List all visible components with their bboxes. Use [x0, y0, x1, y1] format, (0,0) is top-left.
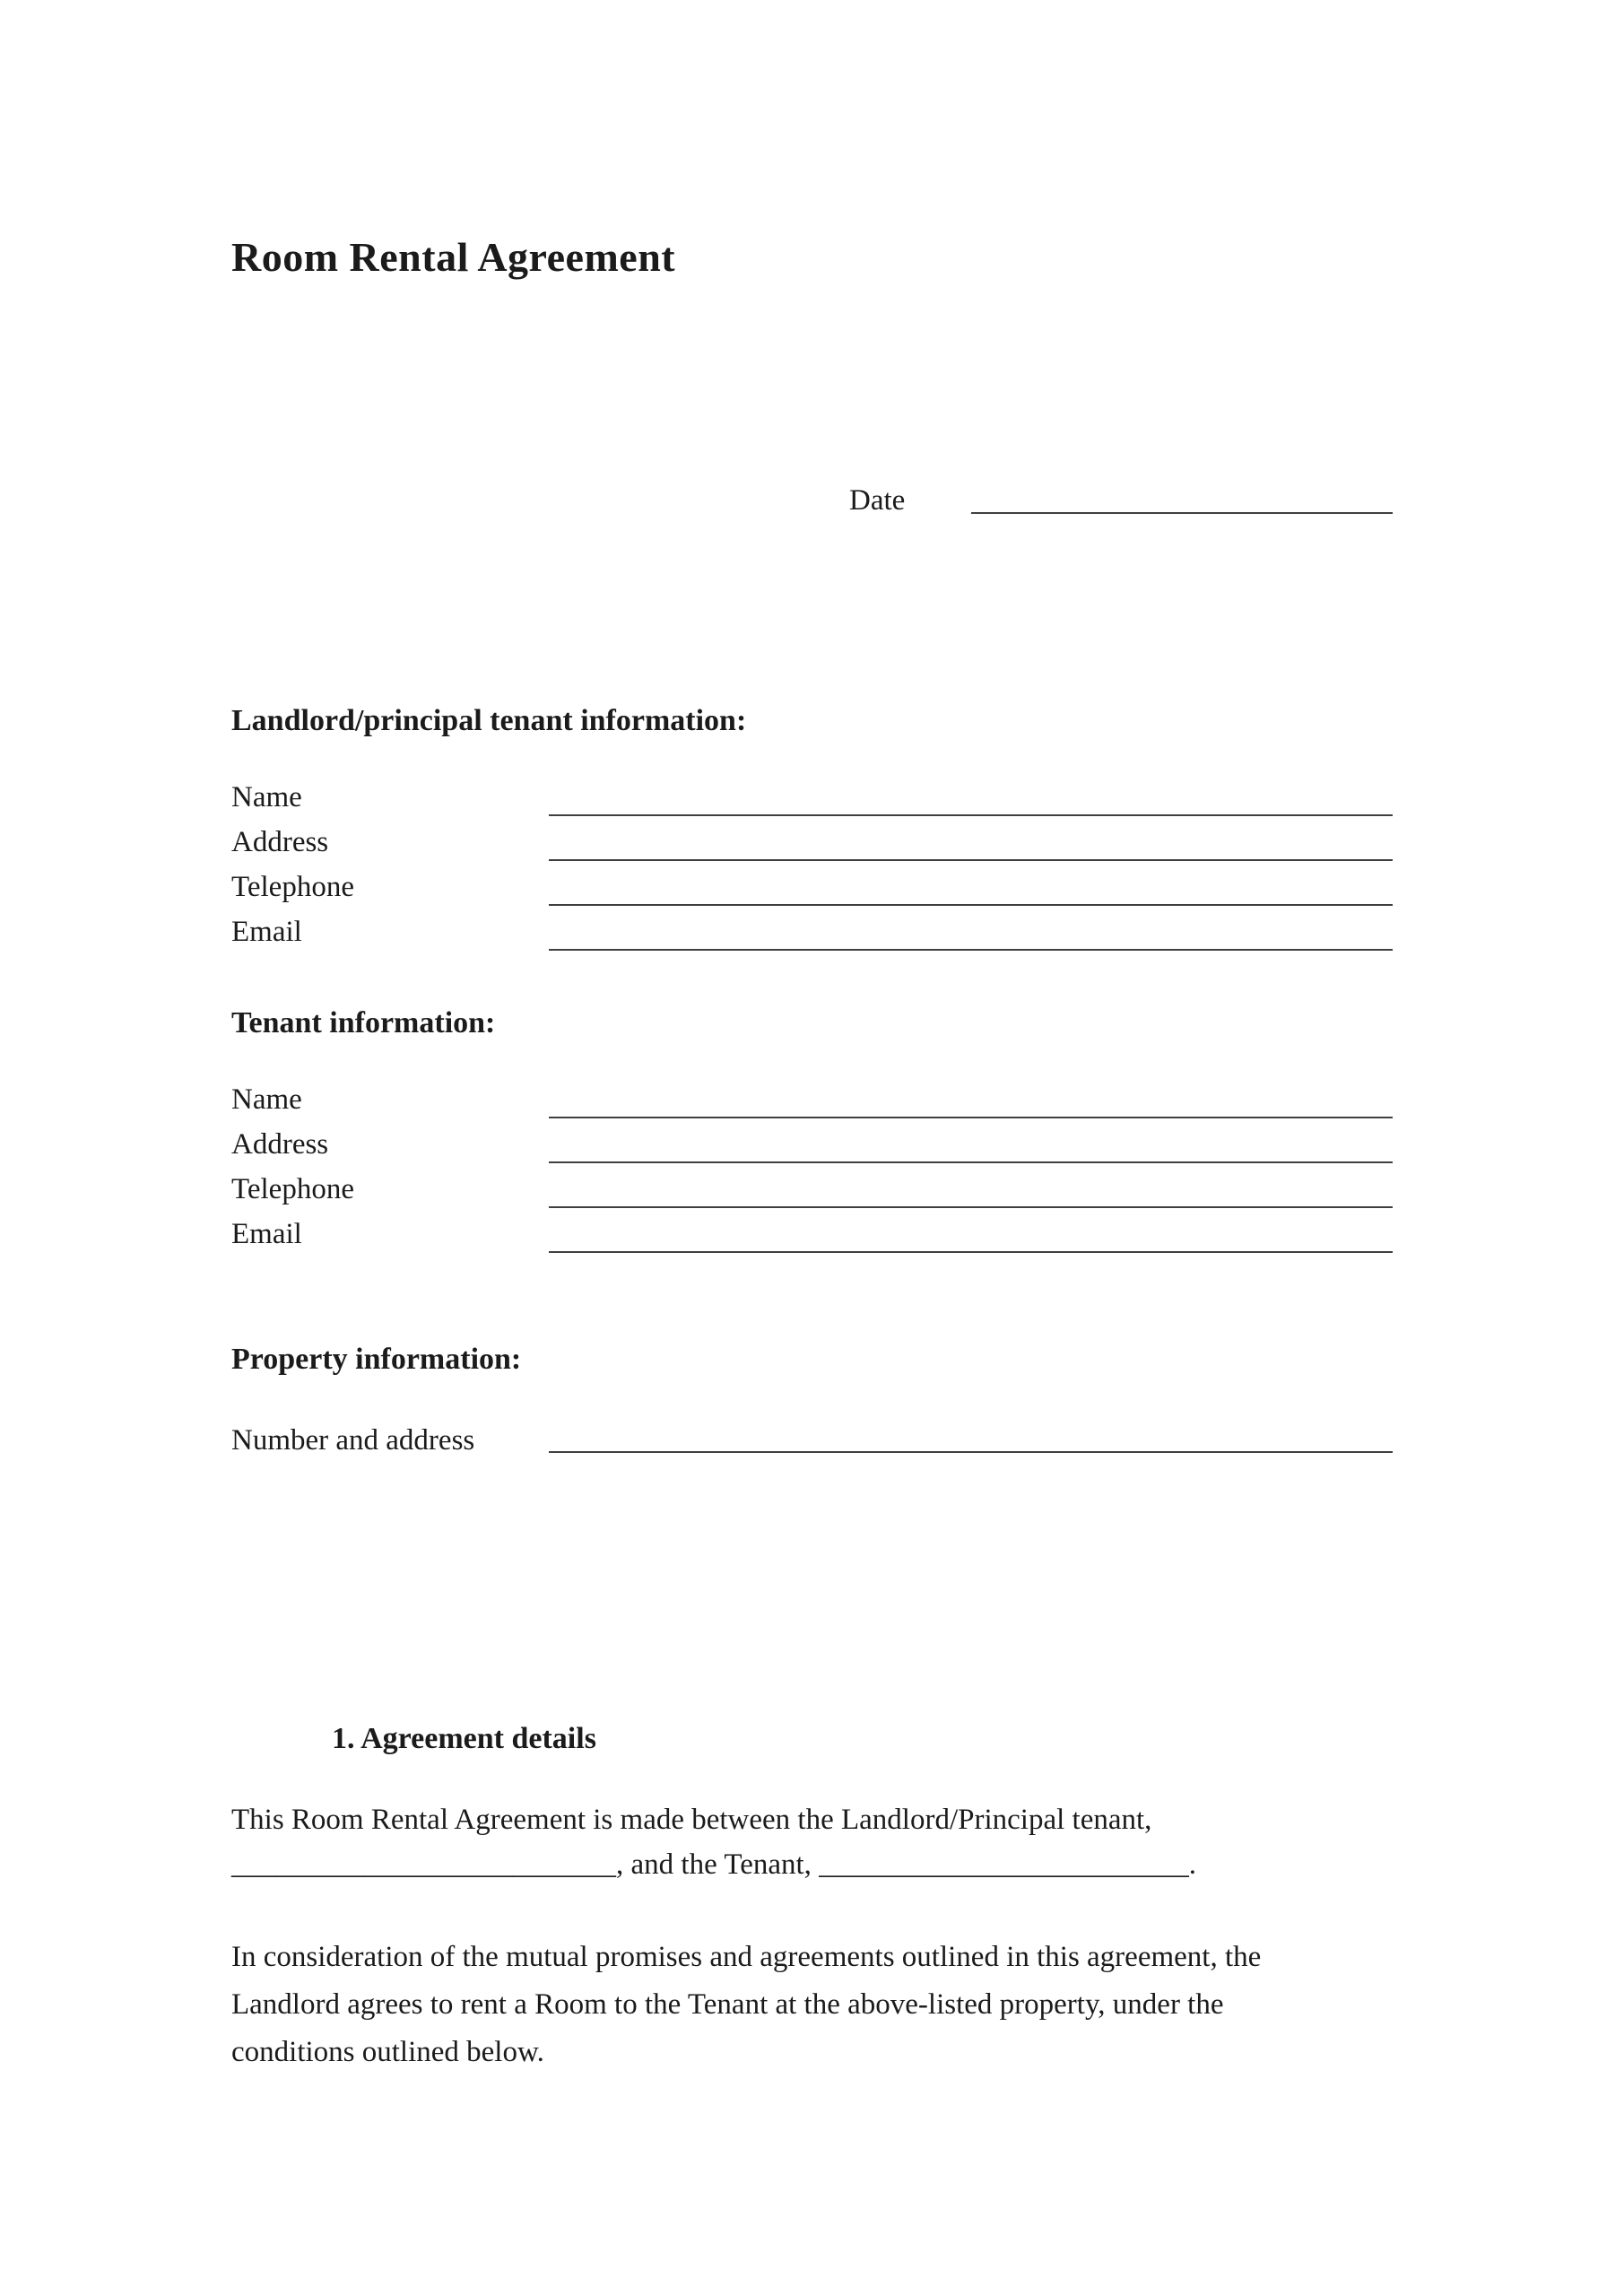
landlord-telephone-line[interactable] [549, 904, 1393, 906]
landlord-address-label: Address [231, 826, 329, 858]
date-label: Date [849, 484, 906, 517]
tenant-name-blank[interactable]: _________________________ [819, 1848, 1189, 1881]
tenant-name-line[interactable] [549, 1117, 1393, 1118]
property-number-address-label: Number and address [231, 1424, 475, 1457]
tenant-address-line[interactable] [549, 1161, 1393, 1163]
landlord-name-blank[interactable]: __________________________ [231, 1848, 616, 1881]
property-section-heading: Property information: [231, 1343, 522, 1376]
landlord-name-line[interactable] [549, 814, 1393, 816]
tenant-section-heading: Tenant information: [231, 1006, 496, 1039]
agreement-paragraph2-line3: conditions outlined below. [231, 2036, 544, 2068]
landlord-email-label: Email [231, 916, 302, 948]
agreement-paragraph2-line2: Landlord agrees to rent a Room to the Tenant at the above-listed property, under the [231, 1988, 1224, 2021]
tenant-telephone-label: Telephone [231, 1173, 354, 1205]
paragraph1-end-text: . [1188, 1848, 1196, 1881]
landlord-telephone-label: Telephone [231, 871, 354, 903]
landlord-section-heading: Landlord/principal tenant information: [231, 704, 747, 737]
tenant-telephone-line[interactable] [549, 1206, 1393, 1208]
agreement-paragraph2-line1: In consideration of the mutual promises and agreements outlined in this agreement, the [231, 1941, 1262, 1973]
tenant-email-label: Email [231, 1218, 302, 1250]
agreement-paragraph1-line1: This Room Rental Agreement is made between the Landlord/Principal tenant, [231, 1804, 1152, 1836]
landlord-name-label: Name [231, 781, 302, 813]
agreement-paragraph1-line2 [231, 1850, 1196, 1880]
paragraph1-mid-text: , and the Tenant, [616, 1848, 820, 1881]
property-number-address-line[interactable] [549, 1451, 1393, 1453]
date-fill-line[interactable] [971, 512, 1393, 514]
agreement-details-heading: 1. Agreement details [332, 1722, 596, 1755]
landlord-address-line[interactable] [549, 859, 1393, 861]
tenant-address-label: Address [231, 1128, 329, 1161]
document-title: Room Rental Agreement [231, 234, 676, 280]
landlord-email-line[interactable] [549, 949, 1393, 951]
tenant-name-label: Name [231, 1083, 302, 1116]
tenant-email-line[interactable] [549, 1251, 1393, 1253]
